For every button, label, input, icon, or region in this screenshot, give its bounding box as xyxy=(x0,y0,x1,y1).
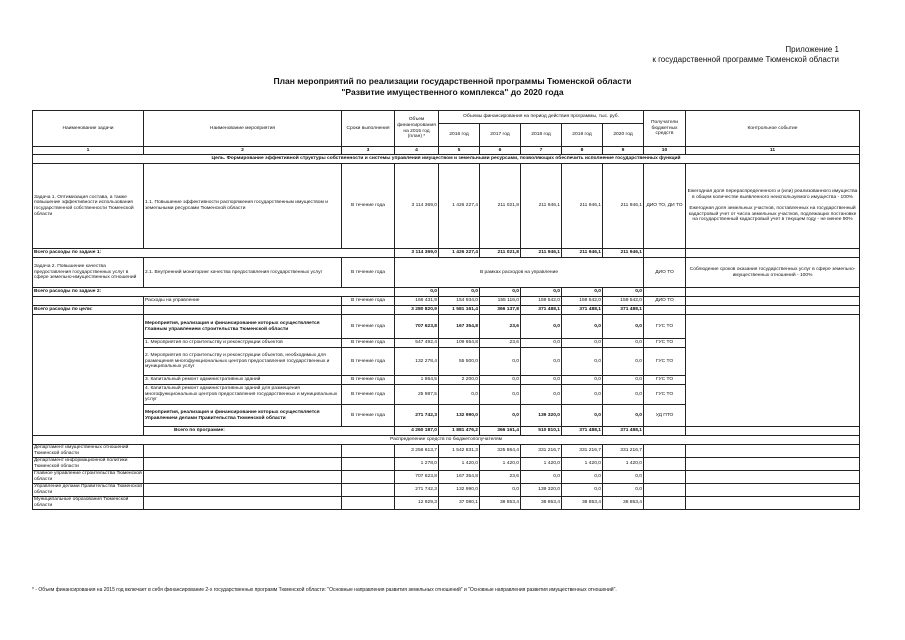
column-number-row xyxy=(33,147,860,155)
col-num: 9 xyxy=(603,147,644,155)
task1-v2015: 3 114 369,0 xyxy=(395,164,439,249)
col-num: 4 xyxy=(395,147,439,155)
empty-cell xyxy=(644,497,686,510)
task1-total-row xyxy=(33,249,860,258)
recipient-row xyxy=(33,497,860,510)
gus1-recipient: ГУС ТО xyxy=(644,339,686,348)
header-control: Контрольное событие xyxy=(686,111,860,147)
gus1-v2020: 0,0 xyxy=(603,339,644,348)
empty-cell xyxy=(644,427,686,436)
recipient-v2018: 0,0 xyxy=(521,471,562,484)
recipient-v2017: 38 853,4 xyxy=(480,497,521,510)
recipient-v2016: 1 420,0 xyxy=(439,458,480,471)
progtotal-v2016: 1 881 476,2 xyxy=(439,427,480,436)
recipient-v2018: 331 216,7 xyxy=(521,445,562,458)
col-num: 5 xyxy=(439,147,480,155)
gus3-term: В течение года xyxy=(342,376,395,385)
total2-v2016: 0,0 xyxy=(439,288,480,297)
task1-v2020: 211 946,1 xyxy=(603,164,644,249)
distribution-row xyxy=(33,436,860,445)
empty-cell xyxy=(144,306,342,315)
recipient-v2019: 0,0 xyxy=(562,484,603,497)
gus3-v2015: 1 864,5 xyxy=(395,376,439,385)
task1-row xyxy=(33,164,860,249)
empty-cell xyxy=(686,484,860,497)
task1-control-1: Ежегодная доля перераспределенного и (или) реализованного имущества в общем количестве выявленного неиспользуемого имущества - 100% xyxy=(687,189,858,200)
recipient-name: Департамент информационной политики Тюменской области xyxy=(33,458,144,471)
header-recipients: Получатели бюджетных средств xyxy=(644,111,686,147)
goal-row xyxy=(33,155,860,164)
gus2-recipient: ГУС ТО xyxy=(644,348,686,376)
gus3-v2017: 0,0 xyxy=(480,376,521,385)
recipient-v2015: 1 278,0 xyxy=(395,458,439,471)
gus-v2020: 0,0 xyxy=(603,315,644,339)
gus2-v2017: 0,0 xyxy=(480,348,521,376)
header-term: Сроки выполнения xyxy=(342,111,395,147)
recipient-v2020: 1 420,0 xyxy=(603,458,644,471)
ud-v2018: 139 320,0 xyxy=(521,405,562,427)
goaltotal-v2019: 371 488,1 xyxy=(562,306,603,315)
empty-cell xyxy=(686,249,860,258)
empty-cell xyxy=(686,288,860,297)
gus-v2019: 0,0 xyxy=(562,315,603,339)
task2-row xyxy=(33,258,860,288)
gus2-v2019: 0,0 xyxy=(562,348,603,376)
task2-activity: 2.1. Внутренний мониторинг качества предоставления государственных услуг xyxy=(144,258,342,288)
program-total-row xyxy=(33,427,860,436)
gus1-activity: 1. Мероприятия по строительству и реконструкции объектов xyxy=(144,339,342,348)
mgmt-v2017: 155 116,0 xyxy=(480,297,521,306)
empty-cell xyxy=(686,458,860,471)
gus1-v2019: 0,0 xyxy=(562,339,603,348)
empty-cell xyxy=(686,315,860,427)
gus-activity: Мероприятия, реализация и финансирование которых осуществляется Главным управлением строительства Тюменской области xyxy=(144,315,342,339)
recipient-name: Департамент имущественных отношений Тюменской области xyxy=(33,445,144,458)
gus2-v2020: 0,0 xyxy=(603,348,644,376)
gus3-activity: 3. Капитальный ремонт административных зданий xyxy=(144,376,342,385)
task1-activity: 1.1. Повышение эффективности распоряжения государственным имуществом и земельными ресурсами Тюменской области xyxy=(144,164,342,249)
recipient-v2020: 38 853,4 xyxy=(603,497,644,510)
distribution-heading: Распределение средств по бюджетополучателям xyxy=(33,436,860,445)
gus4-v2019: 0,0 xyxy=(562,385,603,405)
empty-cell xyxy=(144,445,342,458)
recipient-v2017: 23,6 xyxy=(480,471,521,484)
empty-cell xyxy=(342,445,395,458)
empty-cell xyxy=(342,458,395,471)
ud-v2019: 0,0 xyxy=(562,405,603,427)
ud-activity: Мероприятия, реализация и финансирование которых осуществляется Управлением делами Правительства Тюменской области xyxy=(144,405,342,427)
task2-total-row xyxy=(33,288,860,297)
recipient-name: Муниципальные образования Тюменской области xyxy=(33,497,144,510)
recipient-row xyxy=(33,484,860,497)
recipient-v2017: 0,0 xyxy=(480,484,521,497)
header-volumes: Объемы финансирования на период действия программы, тыс. руб. xyxy=(439,111,644,124)
total1-v2016: 1 426 227,4 xyxy=(439,249,480,258)
task2-name: Задача 2. Повышение качества предоставления государственных услуг в сфере земельно-имущественных отношений xyxy=(33,258,144,288)
appendix-note xyxy=(652,45,839,65)
task1-v2019: 211 946,1 xyxy=(562,164,603,249)
empty-cell xyxy=(342,484,395,497)
plan-table xyxy=(32,110,860,510)
empty-cell xyxy=(144,497,342,510)
header-2019: 2019 год xyxy=(562,124,603,147)
progtotal-v2018: 510 810,1 xyxy=(521,427,562,436)
gus2-activity: 2. Мероприятия по строительству и реконструкции объектов, необходимых для размещения многофункциональных центров предоставления государственных и муниципальных услуг xyxy=(144,348,342,376)
empty-cell xyxy=(644,445,686,458)
empty-cell xyxy=(144,471,342,484)
empty-cell xyxy=(686,471,860,484)
gus1-v2017: 23,6 xyxy=(480,339,521,348)
recipient-v2015: 271 742,3 xyxy=(395,484,439,497)
mgmt-label: Расходы на управление xyxy=(144,297,342,306)
empty-cell xyxy=(644,471,686,484)
footnote: * - Объем финансирования на 2015 год включает в себя финансирование 2-х государственных программ Тюменской области: "Основные направления развития земельных отношений" и "Основные направления развития имущественных отношений". xyxy=(32,587,617,593)
task1-name: Задача 1. Оптимизация состава, а также повышение эффективности использования государственной собственности Тюменской области xyxy=(33,164,144,249)
gus3-v2020: 0,0 xyxy=(603,376,644,385)
gus-row xyxy=(33,315,860,339)
empty-cell xyxy=(342,497,395,510)
ud-recipient: УД ПТО xyxy=(644,405,686,427)
col-num: 2 xyxy=(144,147,342,155)
header-2017: 2017 год xyxy=(480,124,521,147)
gus4-v2017: 0,0 xyxy=(480,385,521,405)
empty-cell xyxy=(686,297,860,306)
empty-cell xyxy=(644,306,686,315)
progtotal-v2019: 371 488,1 xyxy=(562,427,603,436)
goal-total-label: Всего расходы по цели: xyxy=(33,306,144,315)
total1-v2019: 211 946,1 xyxy=(562,249,603,258)
task2-total-label: Всего расходы по задаче 2: xyxy=(33,288,395,297)
gus4-v2020: 0,0 xyxy=(603,385,644,405)
total2-v2020: 0,0 xyxy=(603,288,644,297)
recipient-v2019: 1 420,0 xyxy=(562,458,603,471)
gus-v2018: 0,0 xyxy=(521,315,562,339)
management-row xyxy=(33,297,860,306)
gus-v2017: 23,6 xyxy=(480,315,521,339)
recipient-v2015: 12 929,3 xyxy=(395,497,439,510)
empty-cell xyxy=(33,297,144,306)
gus-term: В течение года xyxy=(342,315,395,339)
header-2016: 2016 год xyxy=(439,124,480,147)
col-num: 8 xyxy=(562,147,603,155)
empty-cell xyxy=(144,484,342,497)
recipient-v2019: 0,0 xyxy=(562,471,603,484)
empty-cell xyxy=(342,471,395,484)
mgmt-recipient: ДИО ТО xyxy=(644,297,686,306)
total2-v2019: 0,0 xyxy=(562,288,603,297)
ud-term: В течение года xyxy=(342,405,395,427)
task1-v2017: 211 021,8 xyxy=(480,164,521,249)
mgmt-v2019: 159 542,0 xyxy=(562,297,603,306)
gus4-v2015: 25 987,5 xyxy=(395,385,439,405)
header-funding-2015: Объем финансирования на 2015 год (план) * xyxy=(395,111,439,147)
recipient-row xyxy=(33,458,860,471)
total1-v2018: 211 946,1 xyxy=(521,249,562,258)
gus2-term: В течение года xyxy=(342,348,395,376)
gus2-v2015: 132 278,4 xyxy=(395,348,439,376)
task2-recipient: ДИО ТО xyxy=(644,258,686,288)
appendix-line-1: Приложение 1 xyxy=(785,45,839,54)
empty-cell xyxy=(644,288,686,297)
empty-cell xyxy=(644,458,686,471)
header-2018: 2018 год xyxy=(521,124,562,147)
mgmt-v2020: 159 542,0 xyxy=(603,297,644,306)
goaltotal-v2020: 371 488,1 xyxy=(603,306,644,315)
recipient-v2020: 0,0 xyxy=(603,471,644,484)
goaltotal-v2017: 366 137,8 xyxy=(480,306,521,315)
ud-v2016: 132 990,0 xyxy=(439,405,480,427)
recipient-name: Главное управление строительства Тюменской области xyxy=(34,471,142,482)
gus3-v2019: 0,0 xyxy=(562,376,603,385)
total1-v2015: 3 114 369,0 xyxy=(395,249,439,258)
task2-control: Соблюдение сроков оказания государственных услуг в сфере земельно-имущественных отношений - 100% xyxy=(686,258,860,288)
recipient-v2016: 37 080,1 xyxy=(439,497,480,510)
recipient-v2015: 3 256 613,7 xyxy=(395,445,439,458)
recipient-v2018: 1 420,0 xyxy=(521,458,562,471)
ud-v2017: 0,0 xyxy=(480,405,521,427)
title-line-2: "Развитие имущественного комплекса" до 2020 года xyxy=(341,87,564,97)
goal-text: Цель. Формирование эффективной структуры собственности и системы управления имуществом и земельными ресурсами, позволяющих обеспечить исполнение государственных функций xyxy=(33,155,860,164)
col-num: 6 xyxy=(480,147,521,155)
recipient-v2015: 707 623,8 xyxy=(395,471,439,484)
task1-v2018: 211 946,1 xyxy=(521,164,562,249)
gus1-v2018: 0,0 xyxy=(521,339,562,348)
col-num: 7 xyxy=(521,147,562,155)
gus4-v2018: 0,0 xyxy=(521,385,562,405)
gus3-recipient: ГУС ТО xyxy=(644,376,686,385)
recipient-v2019: 38 853,4 xyxy=(562,497,603,510)
recipient-v2016: 132 990,0 xyxy=(439,484,480,497)
program-total-label: Всего по программе: xyxy=(144,427,395,436)
progtotal-v2020: 371 488,1 xyxy=(603,427,644,436)
header-2020: 2020 год xyxy=(603,124,644,147)
appendix-line-2: к государственной программе Тюменской области xyxy=(652,55,839,64)
total1-v2017: 211 021,8 xyxy=(480,249,521,258)
header-task: Наименование задачи xyxy=(33,111,144,147)
empty-cell xyxy=(33,315,144,436)
gus-recipient: ГУС ТО xyxy=(644,315,686,339)
col-num: 10 xyxy=(644,147,686,155)
goaltotal-v2015: 3 280 820,9 xyxy=(395,306,439,315)
empty-cell xyxy=(644,249,686,258)
total2-v2017: 0,0 xyxy=(480,288,521,297)
task1-term: В течение года xyxy=(342,164,395,249)
task2-term: В течение года xyxy=(342,258,395,288)
mgmt-v2018: 159 542,0 xyxy=(521,297,562,306)
empty-cell xyxy=(644,484,686,497)
recipient-v2017: 325 864,4 xyxy=(480,445,521,458)
gus3-v2016: 2 200,0 xyxy=(439,376,480,385)
goaltotal-v2018: 371 488,1 xyxy=(521,306,562,315)
empty-cell xyxy=(686,497,860,510)
mgmt-v2016: 154 934,0 xyxy=(439,297,480,306)
header-row-1 xyxy=(33,111,860,124)
empty-cell xyxy=(686,427,860,436)
ud-v2020: 0,0 xyxy=(603,405,644,427)
task1-total-label: Всего расходы по задаче 1: xyxy=(33,249,395,258)
empty-cell xyxy=(144,458,342,471)
recipient-row xyxy=(33,445,860,458)
recipient-name: Управление делами Правительства Тюменской области xyxy=(34,484,142,495)
task1-v2016: 1 426 227,4 xyxy=(439,164,480,249)
header-activity: Наименование мероприятия xyxy=(144,111,342,147)
recipient-v2017: 1 420,0 xyxy=(480,458,521,471)
gus-v2016: 167 354,8 xyxy=(439,315,480,339)
ud-v2015: 271 742,3 xyxy=(395,405,439,427)
mgmt-term: В течение года xyxy=(342,297,395,306)
col-num: 3 xyxy=(342,147,395,155)
col-num: 11 xyxy=(686,147,860,155)
gus2-v2018: 0,0 xyxy=(521,348,562,376)
mgmt-v2015: 166 431,9 xyxy=(395,297,439,306)
title-line-1: План мероприятий по реализации государственной программы Тюменской области xyxy=(273,76,632,86)
goal-total-row xyxy=(33,306,860,315)
total2-v2018: 0,0 xyxy=(521,288,562,297)
gus1-term: В течение года xyxy=(342,339,395,348)
gus4-activity: 4. Капитальный ремонт административных зданий для размещения многофункциональных центров предоставления государственных и муниципальных услуг xyxy=(144,385,342,405)
recipient-v2018: 139 320,0 xyxy=(521,484,562,497)
recipient-v2020: 331 216,7 xyxy=(603,445,644,458)
progtotal-v2017: 366 161,4 xyxy=(480,427,521,436)
progtotal-v2015: 4 260 187,0 xyxy=(395,427,439,436)
gus-v2015: 707 623,8 xyxy=(395,315,439,339)
task1-recipient: ДИО ТО, ДИ ТО xyxy=(644,164,686,249)
recipient-v2016: 1 542 831,3 xyxy=(439,445,480,458)
gus1-v2015: 547 492,4 xyxy=(395,339,439,348)
total2-v2015: 0,0 xyxy=(395,288,439,297)
recipient-v2018: 38 853,4 xyxy=(521,497,562,510)
recipient-row xyxy=(33,471,860,484)
task2-funding-note: В рамках расходов на управление xyxy=(395,258,644,288)
goaltotal-v2016: 1 581 161,4 xyxy=(439,306,480,315)
recipient-v2016: 167 354,8 xyxy=(439,471,480,484)
col-num: 1 xyxy=(33,147,144,155)
gus4-recipient: ГУС ТО xyxy=(644,385,686,405)
empty-cell xyxy=(342,306,395,315)
gus1-v2016: 109 654,8 xyxy=(439,339,480,348)
total1-v2020: 211 946,1 xyxy=(603,249,644,258)
task1-control-2: Ежегодная доля земельных участков, поставленных на государственный кадастровый учет от числа земельных участков, подлежащих постановке на государственный кадастровый учет в текущем году - не менее 90% xyxy=(688,206,857,223)
recipient-v2020: 0,0 xyxy=(603,484,644,497)
gus4-term: В течение года xyxy=(342,385,395,405)
task1-control xyxy=(686,164,860,249)
empty-cell xyxy=(686,445,860,458)
recipient-v2019: 331 216,7 xyxy=(562,445,603,458)
gus3-v2018: 0,0 xyxy=(521,376,562,385)
document-title xyxy=(0,76,905,98)
empty-cell xyxy=(686,306,860,315)
gus4-v2016: 0,0 xyxy=(439,385,480,405)
gus2-v2016: 55 500,0 xyxy=(439,348,480,376)
